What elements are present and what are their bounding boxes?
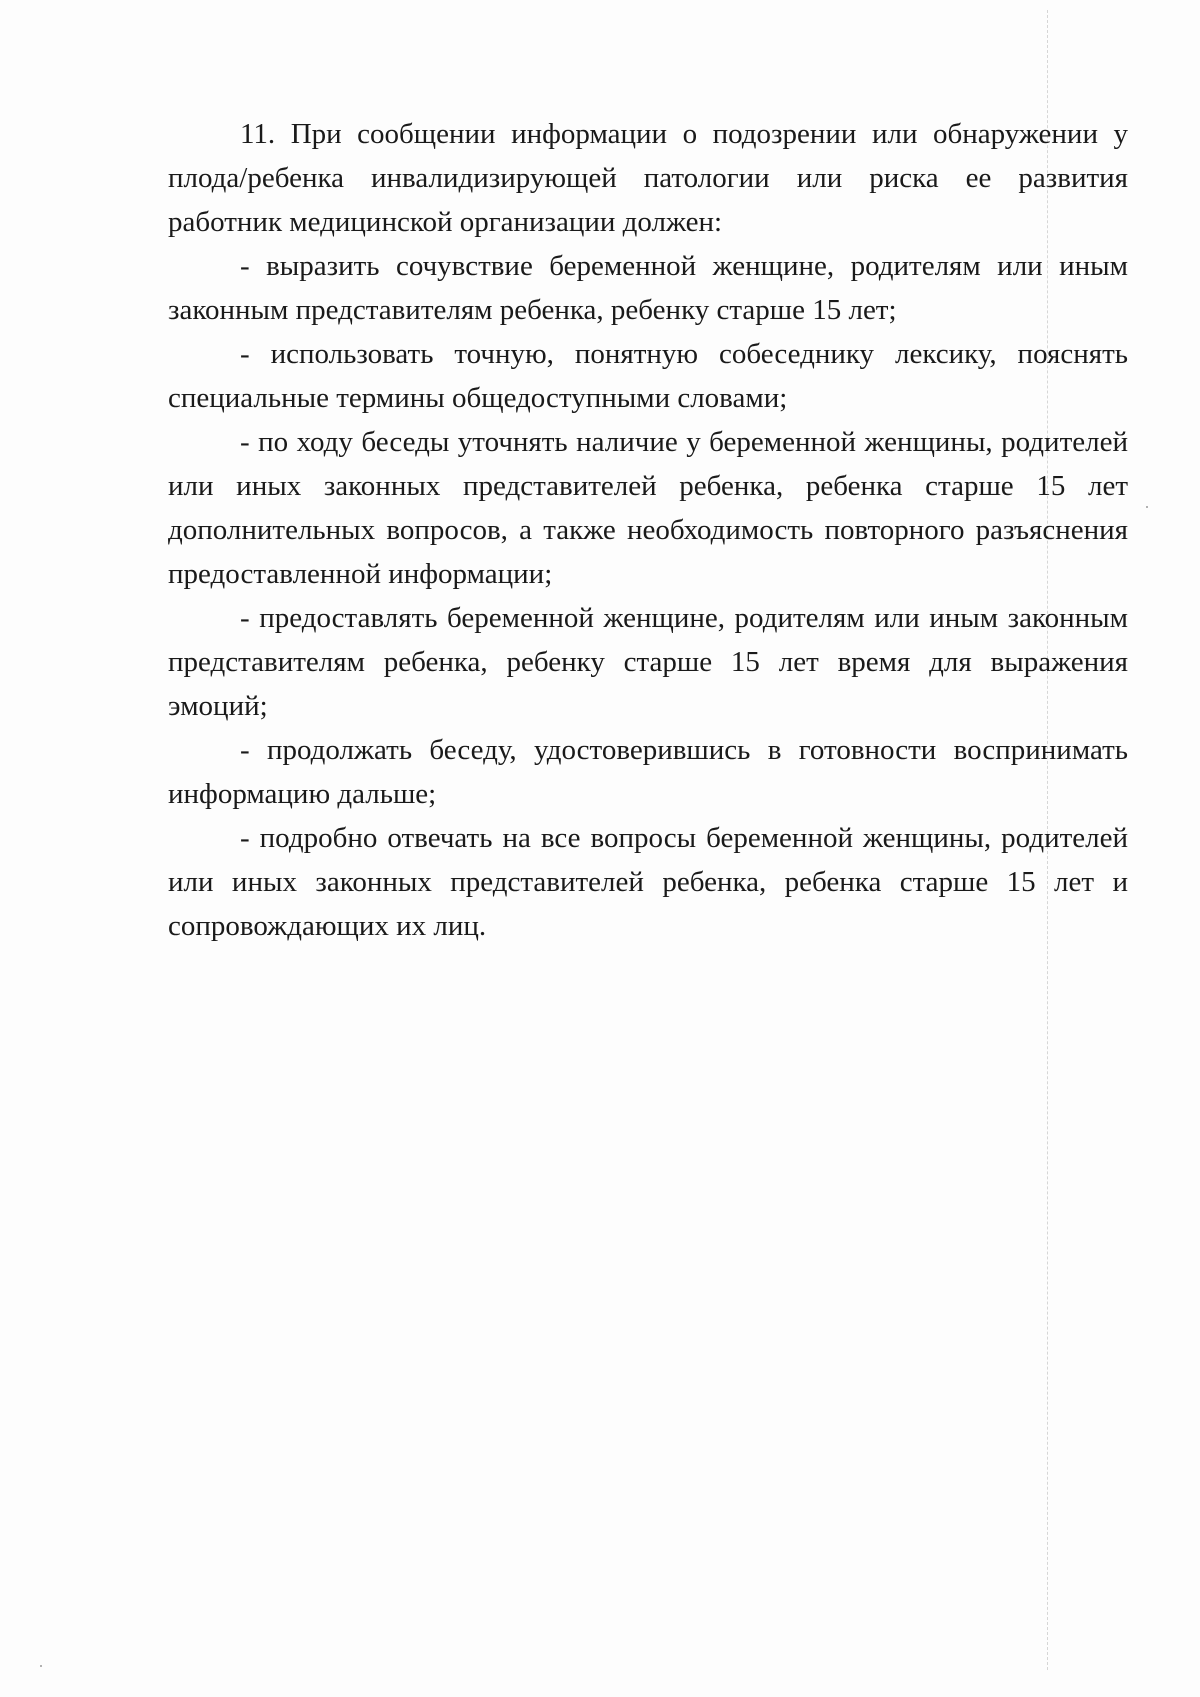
scan-artifact-dot: [40, 1665, 42, 1667]
list-item-time-for-emotions: - предоставлять беременной женщине, родителям или иным законным представителям ребенка, ребенку старше 15 лет время для выражения эмоций;: [168, 602, 1128, 722]
list-item-answer-questions: - подробно отвечать на все вопросы беременной женщины, родителей или иных законных представителей ребенка, ребенка старше 15 лет и сопровождающих их лиц.: [168, 822, 1128, 942]
scan-artifact-dot: [1146, 506, 1148, 508]
list-item-sympathy: - выразить сочувствие беременной женщине, родителям или иным законным представителям ребенка, ребенку старше 15 лет;: [168, 250, 1128, 326]
paragraph-intro: 11. При сообщении информации о подозрении или обнаружении у плода/ребенка инвалидизирующей патологии или риска ее развития работник медицинской организации должен:: [168, 118, 1128, 238]
list-item-clarify-questions: - по ходу беседы уточнять наличие у беременной женщины, родителей или иных законных представителей ребенка, ребенка старше 15 лет дополнительных вопросов, а также необходимость повторного разъяснения предоставленной информации;: [168, 426, 1128, 590]
list-item-continue-conversation: - продолжать беседу, удостоверившись в готовности воспринимать информацию дальше;: [168, 734, 1128, 810]
list-item-vocabulary: - использовать точную, понятную собеседнику лексику, пояснять специальные термины общедоступными словами;: [168, 338, 1128, 414]
document-body: [168, 112, 1128, 948]
